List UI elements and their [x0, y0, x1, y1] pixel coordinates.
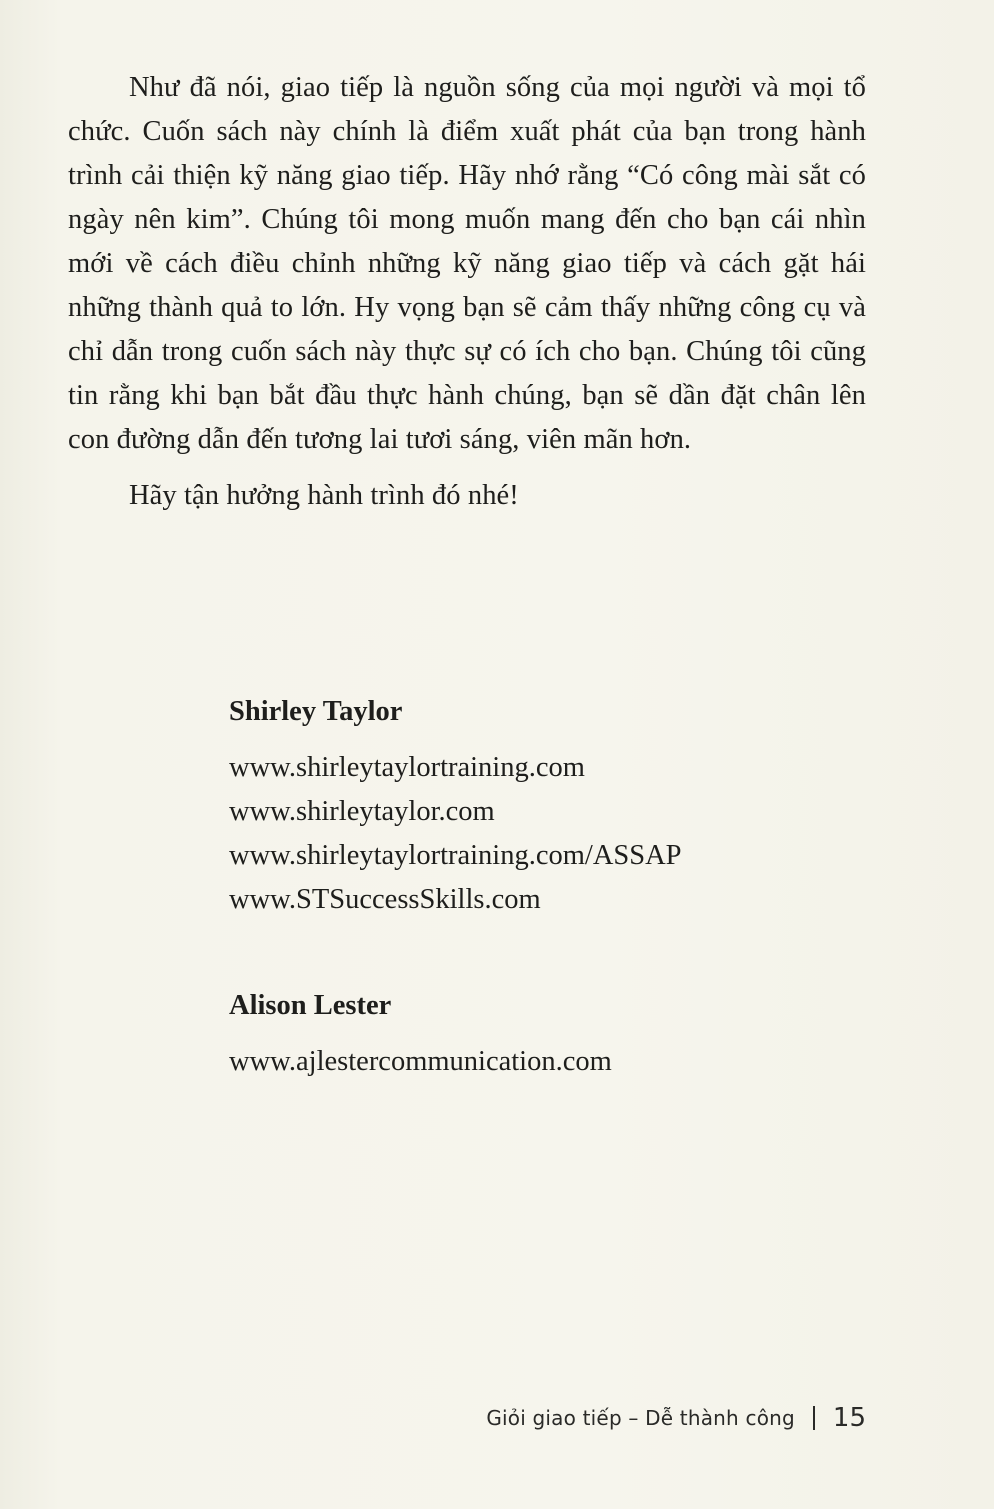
main-text: [68, 66, 866, 518]
author-block-alison-lester: [229, 984, 869, 1084]
author-block-shirley-taylor: [229, 690, 869, 922]
running-title: Giỏi giao tiếp – Dễ thành công: [486, 1406, 795, 1430]
footer-divider: [813, 1406, 815, 1430]
page-footer: [486, 1398, 866, 1438]
author-url: www.STSuccessSkills.com: [229, 884, 541, 915]
author-url: www.shirleytaylor.com: [229, 796, 495, 827]
page-number: 15: [832, 1403, 866, 1433]
author-name: Shirley Taylor: [229, 696, 403, 727]
author-credits: [229, 690, 869, 1146]
closing-line: Hãy tận hưởng hành trình đó nhé!: [129, 480, 519, 511]
author-url: www.shirleytaylortraining.com/ASSAP: [229, 840, 682, 871]
author-name: Alison Lester: [229, 990, 392, 1021]
body-paragraph: Như đã nói, giao tiếp là nguồn sống của mọi người và mọi tổ chức. Cuốn sách này chính là điểm xuất phát của bạn trong hành trình cải thiện kỹ năng giao tiếp. Hãy nhớ rằng “Có công mài sắt có ngày nên kim”. Chúng tôi mong muốn mang đến cho bạn cái nhìn mới về cách điều chỉnh những kỹ năng giao tiếp và cách gặt hái những thành quả to lớn. Hy vọng bạn sẽ cảm thấy những công cụ và chỉ dẫn trong cuốn sách này thực sự có ích cho bạn. Chúng tôi cũng tin rằng khi bạn bắt đầu thực hành chúng, bạn sẽ dần đặt chân lên con đường dẫn đến tương lai tươi sáng, viên mãn hơn.: [68, 72, 866, 455]
author-url: www.ajlestercommunication.com: [229, 1046, 612, 1077]
author-url: www.shirleytaylortraining.com: [229, 752, 585, 783]
